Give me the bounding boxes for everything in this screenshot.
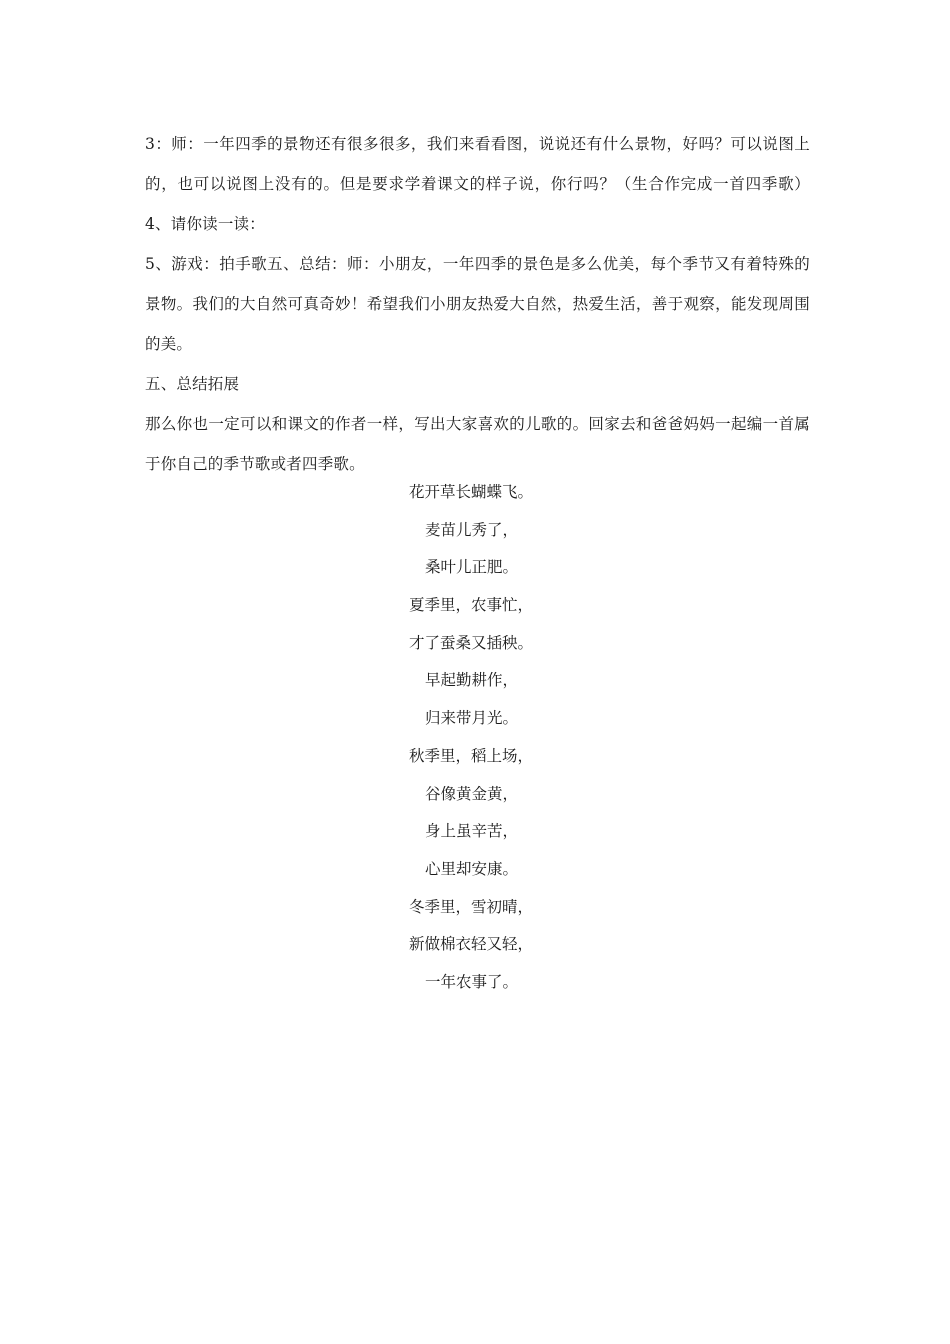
paragraph-teacher-prompt: 3：师：一年四季的景物还有很多很多，我们来看看图，说说还有什么景物，好吗？可以说图上的，也可以说图上没有的。但是要求学着课文的样子说，你行吗？（生合作完成一首四季歌）4、请你读一读：: [145, 135, 810, 233]
poem-line: 桑叶儿正肥。: [425, 558, 519, 577]
poem-line: 秋季里，稻上场，: [409, 746, 534, 765]
poem-line: 新做棉衣轻又轻，: [409, 935, 534, 954]
poem-line: 谷像黄金黄，: [425, 784, 519, 803]
body-text: [145, 124, 810, 484]
paragraph-game-summary: 5、游戏：拍手歌五、总结：师：小朋友，一年四季的景色是多么优美，每个季节又有着特殊的景物。我们的大自然可真奇妙！希望我们小朋友热爱大自然，热爱生活，善于观察，能发现周围的美。: [145, 255, 810, 353]
poem-line: 花开草长蝴蝶飞。: [409, 483, 534, 501]
section-heading-summary: 五、总结拓展: [145, 375, 240, 393]
poem: [0, 474, 950, 1002]
poem-line: 一年农事了。: [425, 972, 519, 991]
poem-line: 身上虽辛苦，: [425, 822, 519, 841]
poem-line: 冬季里，雪初晴，: [409, 897, 534, 916]
poem-line: 早起勤耕作，: [425, 671, 519, 690]
poem-line: 麦苗儿秀了，: [425, 520, 519, 539]
poem-line: 心里却安康。: [425, 859, 519, 878]
poem-line: 归来带月光。: [425, 709, 519, 728]
poem-line: 夏季里，农事忙，: [409, 596, 534, 615]
paragraph-homework: 那么你也一定可以和课文的作者一样，写出大家喜欢的儿歌的。回家去和爸爸妈妈一起编一首属于你自己的季节歌或者四季歌。: [145, 415, 810, 473]
poem-line: 才了蚕桑又插秧。: [409, 633, 534, 652]
